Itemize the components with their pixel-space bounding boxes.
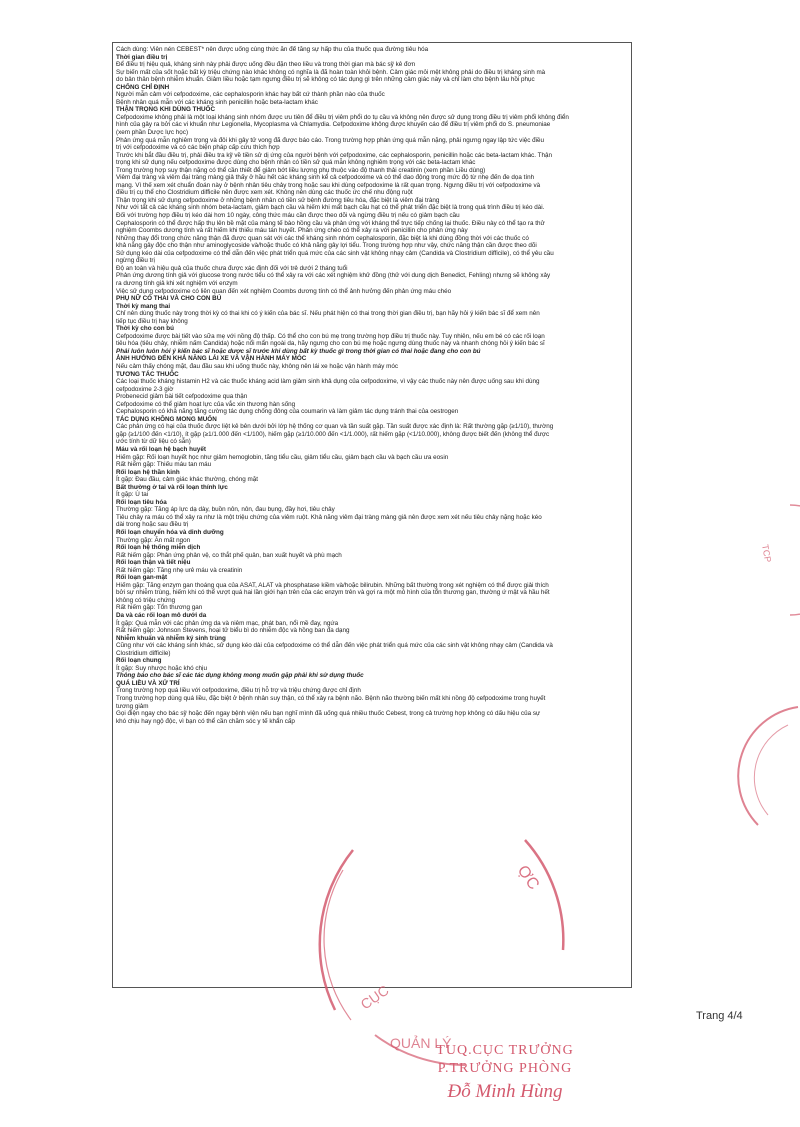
body-line: Các loại thuốc kháng histamin H2 và các thuốc kháng acid làm giảm sinh khả dụng của cefpodoxime, vì vậy các thuốc này nên được uống sau khi dùng: [116, 378, 540, 386]
body-line: Phản ứng dương tính giả với glucose trong nước tiểu có thể xảy ra với các xét nghiệm khử đồng (thử với dung dịch Benedict, Fehling) nhưng sẽ không xảy: [116, 272, 551, 280]
body-line: (xem phần Dược lực học): [116, 129, 189, 137]
body-line: Hiếm gặp: Tăng enzym gan thoáng qua của ASAT, ALAT và phosphatase kiềm và/hoặc bilirubin. Những bất thường trong xét nghiệm có thể được giải thích: [116, 581, 549, 589]
signature-title-2: P.TRƯỞNG PHÒNG: [437, 1061, 573, 1076]
section-heading: TÁC DỤNG KHÔNG MONG MUỐN: [116, 415, 217, 423]
subheading: Máu và rối loạn hệ bạch huyết: [116, 445, 206, 453]
body-line: tiêu hóa (tiêu chảy, nhiễm nấm Candida) hoặc nổi mẩn ngoài da, hãy ngưng cho con bú mẹ hoặc ngưng dùng thuốc này và nhanh chóng hỏi ý kiến bác sĩ: [116, 340, 545, 348]
body-line: nghiệm Coombs dương tính và rất hiếm khi thiếu máu tán huyết. Phản ứng chéo có thể xảy ra với penicillin cho phản ứng này: [116, 227, 468, 235]
body-line: ước tính từ dữ liệu có sẵn): [116, 438, 191, 446]
body-line: Trong trường hợp quá liều với cefpodoxime, điều trị hỗ trợ và triệu chứng được chỉ định: [116, 687, 361, 695]
body-line: Cũng như với các kháng sinh khác, sử dụng kéo dài của cefpodoxime có thể dẫn đến việc phát triển quá mức của các sinh vật không nhạy cảm (Candida và: [116, 642, 553, 650]
subheading: Thời kỳ mang thai: [116, 302, 171, 310]
body-line: điều trị cụ thể cho Clostridium difficile nên được xem xét. Không nên dùng các thuốc ức chế nhu động ruột: [116, 189, 413, 197]
body-line: trọng khi sử dụng nếu cefpodoxime được dùng cho bệnh nhân có tiền sử quá mẫn không nghiêm trọng với các beta-lactam khác: [116, 159, 476, 167]
signature-title-1: TUQ.CỤC TRƯỞNG: [436, 1043, 574, 1058]
body-line: Gọi điện ngay cho bác sỹ hoặc đến ngay bệnh viện nếu bạn nghĩ mình đã uống quá nhiều thuốc Cebest, trong cả trường hợp không có dấu hiệu của sự: [116, 710, 541, 718]
body-line: khó chịu hay ngộ độc, vì bạn có thể cần chăm sóc y tế khẩn cấp: [116, 717, 295, 725]
subheading: Rối loạn tiêu hóa: [116, 498, 167, 506]
subheading: Bất thường ở tai và rối loạn thính lực: [116, 483, 228, 491]
section-heading: QUÁ LIỀU VÀ XỬ TRÍ: [116, 679, 180, 687]
body-line: Người mẫn cảm với cefpodoxime, các cephalosporin khác hay bất cứ thành phần nào của thuốc: [116, 91, 385, 99]
edge-stamp-icon-2: [728, 705, 800, 855]
svg-text:QUẢN LÝ: QUẢN LÝ: [390, 1035, 452, 1051]
body-line: tương giảm: [116, 702, 149, 710]
section-heading: ẢNH HƯỞNG ĐẾN KHẢ NĂNG LÁI XE VÀ VẬN HÀNH MÁY MÓC: [116, 355, 307, 363]
body-line: Thường gặp: Ăn mất ngon: [116, 536, 191, 544]
body-line: Rất hiếm gặp: Thiếu máu tan máu: [116, 461, 212, 469]
body-line: mạng. Vì thế xem xét chuẩn đoán này ở bệnh nhân tiêu chảy trong hoặc sau khi dùng cefpodoxime là rất quan trọng. Ngưng điều trị với cefpodoxime và: [116, 181, 541, 189]
body-line: Cephalosporin có khả năng tăng cường tác dụng chống đông của coumarin và làm giảm tác dụng tránh thai của oestrogen: [116, 408, 459, 416]
svg-text:TCP: TCP: [760, 543, 774, 564]
section-heading: PHỤ NỮ CÓ THAI VÀ CHO CON BÚ: [116, 295, 222, 303]
subheading: Da và các rối loạn mô dưới da: [116, 612, 207, 620]
body-line: Thận trọng khi sử dụng cefpodoxime ở những bệnh nhân có tiền sử bệnh đường tiêu hóa, đặc biệt là viêm đại tràng: [116, 196, 440, 204]
body-line: Cephalosporin có thể được hấp thụ lên bề mặt của màng tế bào hồng cầu và phản ứng với kháng thể trực tiếp chống lại thuốc. Điều này có thể tạo ra thử: [116, 219, 545, 227]
body-line: Ít gặp: Quá mẫn với các phản ứng da và niêm mạc, phát ban, nổi mề đay, ngứa: [116, 619, 339, 627]
signature-name: Đỗ Minh Hùng: [447, 1081, 563, 1102]
svg-text:ỢC: ỢC: [513, 862, 543, 894]
body-line: Hiếm gặp: Rối loạn huyết học như giảm hemoglobin, tăng tiểu cầu, giảm tiểu cầu, giảm bạch cầu và bạch cầu ưa eosin: [116, 453, 449, 461]
body-line: Cefpodoxime không phải là một loại kháng sinh nhóm được ưu tiên để điều trị viêm phổi do tụ cầu và không nên được sử dụng trong điều trị viêm phổi không điển: [116, 113, 569, 121]
signature-block: [400, 1043, 610, 1103]
body-line: Sự biến mất của sốt hoặc bất kỳ triệu chứng nào khác không có nghĩa là đã hoàn toàn khỏi bệnh. Cảm giác mỏi mệt không phải do điều trị kháng sinh mà: [116, 68, 546, 76]
body-line: Cefpodoxime được bài tiết vào sữa mẹ với nồng độ thấp. Có thể cho con bú mẹ trong trường hợp điều trị thuốc này. Tuy nhiên, nếu em bé có các rối loạn: [116, 332, 545, 340]
body-line: Chỉ nên dùng thuốc này trong thời kỳ có thai khi có ý kiến của bác sĩ. Nếu phát hiện có thai trong thời gian điều trị, bạn hãy hỏi ý kiến bác sĩ để xem nên: [116, 310, 540, 318]
subheading: Rối loạn hệ thần kinh: [116, 468, 180, 476]
body-line: Rất hiếm gặp: Tổn thương gan: [116, 604, 203, 612]
subheading: Thông báo cho bác sĩ các tác dụng không mong muốn gặp phải khi sử dụng thuốc: [116, 672, 364, 680]
subheading: Rối loạn hệ thống miễn dịch: [116, 544, 201, 552]
body-line: Rất hiếm gặp: Tăng nhẹ urê máu và creatinin: [116, 566, 243, 574]
subheading: Rối loạn chuyển hóa và dinh dưỡng: [116, 529, 224, 536]
section-heading: TƯƠNG TÁC THUỐC: [116, 370, 179, 378]
body-line: Rất hiếm gặp: Johnson Stevens, hoại tử biểu bì do nhiễm độc và hồng ban đa dạng: [116, 627, 350, 635]
page-number: Trang 4/4: [696, 1010, 743, 1022]
body-line: ra dương tính giả khi xét nghiệm với enzym: [116, 279, 238, 287]
body-line: Ít gặp: Ù tai: [116, 491, 149, 499]
subheading: Rối loạn gan-mật: [116, 574, 168, 582]
body-line: Ít gặp: Suy nhược hoặc khó chịu: [116, 664, 207, 672]
body-line: Ít gặp: Đau đầu, cảm giác khác thường, chóng mặt: [116, 476, 259, 484]
body-line: Viêm đại tràng và viêm đại tràng màng giả thấy ở hầu hết các kháng sinh kể cả cefpodoxime và có thể dao động trong mức độ từ nhẹ đến đe dọa tính: [116, 174, 535, 182]
body-line: Tiêu chảy ra máu có thể xảy ra như là một triệu chứng của viêm ruột. Khả năng viêm đại tràng màng giả nên được xem xét nếu tiêu chảy nặng hoặc kéo: [116, 513, 542, 521]
body-line: Trước khi bắt đầu điều trị, phải điều tra kỹ về tiền sử dị ứng của người bệnh với cefpodoxime, các cephalosporin, penicillin hoặc các beta-lactam khác. Thận: [116, 151, 552, 159]
body-line: Độ an toàn và hiệu quả của thuốc chưa được xác định đối với trẻ dưới 2 tháng tuổi: [116, 264, 348, 272]
leaflet-text: [116, 46, 628, 984]
subheading: Rối loạn thận và tiết niệu: [116, 559, 191, 567]
body-line: Đối với trường hợp điều trị kéo dài hơn 10 ngày, công thức máu cần được theo dõi và ngừng điều trị nếu có giảm bạch cầu: [116, 212, 460, 220]
svg-text:CỤC: CỤC: [357, 981, 392, 1013]
subheading: Phải luôn luôn hỏi ý kiến bác sĩ hoặc dược sĩ trước khi dùng bất kỳ thuốc gì trong thời gian có thai hoặc đang cho con bú: [116, 347, 481, 355]
subheading: Rối loạn chung: [116, 657, 162, 665]
subheading: Thời kỳ cho con bú: [116, 325, 175, 333]
body-line: Clostridium difficile): [116, 649, 171, 657]
body-line: Các phản ứng có hại của thuốc được liệt kê bên dưới bởi lớp hệ thống cơ quan và tần suất gặp. Tần suất được xác định là: Rất thường gặp (≥1/10), thường: [116, 423, 554, 431]
body-line: Nếu cảm thấy chóng mặt, đau đầu sau khi uống thuốc này, không nên lái xe hoặc vận hành máy móc: [116, 362, 399, 370]
body-line: bởi sự nhiễm trùng, hiếm khi có thể vượt quá hai lần giới hạn trên của các enzym trên và gợi ra một mô hình của tổn thương gan, thường ứ mật và hầu hết: [116, 589, 550, 597]
body-line: Để điều trị hiệu quả, kháng sinh này phải được uống đều đặn theo liều và trong thời gian mà bác sỹ kê đơn: [116, 61, 416, 69]
body-line: trị với cefpodoxime và có các biện pháp cấp cứu thích hợp: [116, 144, 280, 152]
body-line: dài trong hoặc sau điều trị: [116, 521, 189, 529]
body-line: Sử dụng kéo dài của cefpodoxime có thể dẫn đến việc phát triển quá mức của các sinh vật không nhạy cảm (Candida và Clostridium difficile), có thể yêu cầu: [116, 249, 554, 257]
body-line: Probenecid giảm bài tiết cefpodoxime qua thận: [116, 393, 248, 401]
section-heading: THẬN TRỌNG KHI DÙNG THUỐC: [116, 106, 215, 114]
body-line: Việc sử dụng cefpodoxime có liên quan đến xét nghiệm Coombs dương tính có thể ảnh hưởng đến phản ứng máu chéo: [116, 287, 452, 295]
body-line: khả năng gây độc cho thận như aminoglycoside và/hoặc thuốc có khả năng gây lợi tiểu. Trong trường hợp như vậy, chức năng thận cần được theo dõi: [116, 242, 537, 250]
body-line: Như với tất cả các kháng sinh nhóm beta-lactam, giảm bạch cầu và hiếm khi mất bạch cầu hạt có thể phát triển đặc biệt là trong quá trình điều trị kéo dài.: [116, 204, 545, 212]
body-line: không có triệu chứng: [116, 596, 176, 604]
body-line: ngừng điều trị: [116, 257, 155, 265]
body-line: Bệnh nhân quá mẫn với các kháng sinh penicillin hoặc beta-lactam khác: [116, 98, 318, 106]
body-line: Những thay đổi trong chức năng thận đã được quan sát với các thể kháng sinh nhóm cephalosporin, đặc biệt là khi dùng đồng thời với các thuốc có: [116, 234, 529, 242]
body-line: tiếp tục điều trị hay không: [116, 317, 188, 325]
body-line: Trong trường hợp suy thận nặng có thể cần thiết để giảm bớt liều lượng phụ thuộc vào độ thanh thải creatinin (xem phần Liều dùng): [116, 166, 486, 174]
body-line: cefpodoxime 2-3 giờ: [116, 385, 174, 393]
subheading: Nhiễm khuẩn và nhiễm ký sinh trùng: [116, 634, 226, 642]
body-line: Cách dùng: Viên nén CEBEST* nên được uống cùng thức ăn để tăng sự hấp thu của thuốc qua đường tiêu hóa: [116, 46, 429, 53]
body-line: hình của gây ra bởi các vi khuẩn như Legionella, Mycoplasma và Chlamydia. Cefpodoxime không được khuyến cáo để điều trị viêm phổi do S. pneumoniae: [116, 121, 551, 129]
section-heading: CHỐNG CHỈ ĐỊNH: [116, 83, 170, 91]
edge-stamp-icon: [740, 500, 800, 620]
body-line: gặp (≥1/100 đến <1/10), ít gặp (≥1/1.000 đến <1/100), hiếm gặp (≥1/10.000 đến <1/1.000), rất hiếm gặp (<1/10.000), không được biết đến (không thể được: [116, 430, 550, 438]
body-line: Rất hiếm gặp: Phản ứng phản vệ, co thắt phế quản, ban xuất huyết và phù mạch: [116, 551, 342, 559]
body-line: Thường gặp: Tăng áp lực dạ dày, buồn nôn, nôn, đau bụng, đầy hơi, tiêu chảy: [116, 506, 335, 514]
subheading: Thời gian điều trị: [116, 53, 168, 61]
body-line: Cefpodoxime có thể giảm hoạt lực của vắc xin thương hàn sống: [116, 400, 296, 408]
body-line: Trong trường hợp dùng quá liều, đặc biệt ở bệnh nhân suy thận, có thể xảy ra bệnh não. Bệnh não thường biến mất khi nồng độ cefpodoxime trong huyết: [116, 695, 546, 703]
body-line: Phản ứng quá mẫn nghiêm trọng và đôi khi gây tử vong đã được báo cáo. Trong trường hợp phản ứng quá mẫn nặng, phải ngưng ngay lập tức việc điều: [116, 136, 545, 144]
body-line: do bản thân bệnh nhiễm khuẩn. Giảm liều hoặc tạm ngưng điều trị sẽ không có tác dụng gì trên những cảm giác này và chỉ làm cho bệnh lâu hồi phục: [116, 76, 535, 84]
